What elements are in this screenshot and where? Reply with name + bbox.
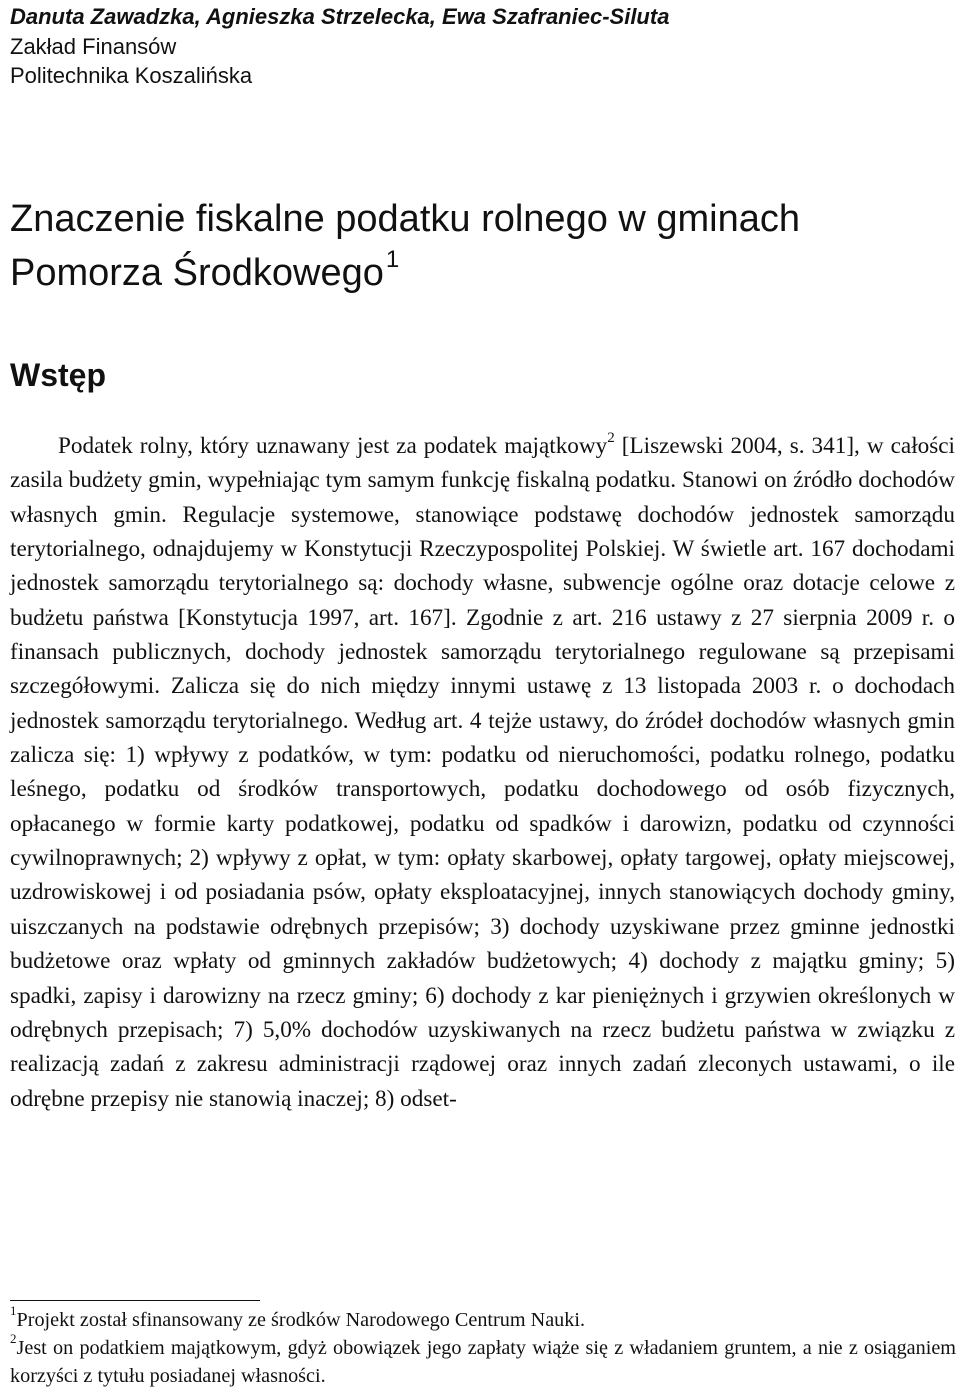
footnote-1 <box>10 1303 956 1334</box>
footnote-text: Projekt został sfinansowany ze środków Narodowego Centrum Nauki. <box>16 1309 585 1331</box>
body-text-part-1: Podatek rolny, który uznawany jest za podatek majątkowy <box>58 433 608 459</box>
title-line-2: Pomorza Środkowego <box>10 252 384 294</box>
body-paragraph <box>10 429 955 1116</box>
footnotes <box>10 1303 956 1390</box>
footnote-number: 1 <box>10 1303 17 1319</box>
title-line-1: Znaczenie fiskalne podatku rolnego w gminach <box>10 198 801 240</box>
footnote-ref-2[interactable]: 2 <box>607 430 615 447</box>
footnote-number: 2 <box>10 1331 17 1347</box>
authors: Danuta Zawadzka, Agnieszka Strzelecka, Ewa Szafraniec-Siluta <box>10 4 670 29</box>
footnote-2 <box>10 1331 956 1390</box>
university: Politechnika Koszalińska <box>10 63 253 88</box>
body-text-part-2: [Liszewski 2004, s. 341], w całości zasila budżety gmin, wypełniając tym samym funkcję fiskalną podatku. Stanowi on źródło dochodów własnych gmin. Regulacje systemowe, stanowiące podstawę dochodów jednostek samorządu terytorialnego, odnajdujemy w Konstytucji Rzeczypospolitej Polskiej. W świetle art. 167 dochodami jednostek samorządu terytorialnego są: dochody własne, subwencje ogólne oraz dotacje celowe z budżetu państwa [Konstytucja 1997, art. 167]. Zgodnie z art. 216 ustawy z 27 sierpnia 2009 r. o finansach publicznych, dochody jednostek samorządu terytorialnego regulowane są przepisami szczegółowymi. Zalicza się do nich między innymi ustawę z 13 listopada 2003 r. o dochodach jednostek samorządu terytorialnego. Według art. 4 tejże ustawy, do źródeł dochodów własnych gmin zalicza się: 1) wpływy z podatków, w tym: podatku od nieruchomości, podatku rolnego, podatku leśnego, podatku od środków transportowych, podatku dochodowego od osób fizycznych, opłacanego w formie karty podatkowej, podatku od spadków i darowizn, podatku od czynności cywilnoprawnych; 2) wpływy z opłat, w tym: opłaty skarbowej, opłaty targowej, opłaty miejscowej, uzdrowiskowej i od posiadania psów, opłaty eksploatacyjnej, innych stanowiących dochody gminy, uiszczanych na podstawie odrębnych przepisów; 3) dochody uzyskiwane przez gminne jednostki budżetowe oraz wpłaty od gminnych zakładów budżetowych; 4) dochody z majątku gminy; 5) spadki, zapisy i darowizny na rzecz gminy; 6) dochody z kar pieniężnych i grzywien określonych w odrębnych przepisach; 7) 5,0% dochodów uzyskiwanych na rzecz budżetu państwa w związku z realizacją zadań z zakresu administracji rządowej oraz innych zadań zleconych ustawami, o ile odrębne przepisy nie stanowią inaczej; 8) odset- <box>10 433 956 1112</box>
title-line-2-wrap <box>10 246 956 300</box>
department: Zakład Finansów <box>10 34 177 59</box>
article-title <box>10 192 956 300</box>
title-footnote-ref[interactable]: 1 <box>385 246 400 274</box>
footnote-separator <box>10 1300 260 1301</box>
section-heading: Wstęp <box>10 357 106 393</box>
footnote-text: Jest on podatkiem majątkowym, gdyż obowiązek jego zapłaty wiąże się z władaniem gruntem, a nie z osiąganiem korzyści z tytułu posiadanej własności. <box>10 1337 956 1387</box>
